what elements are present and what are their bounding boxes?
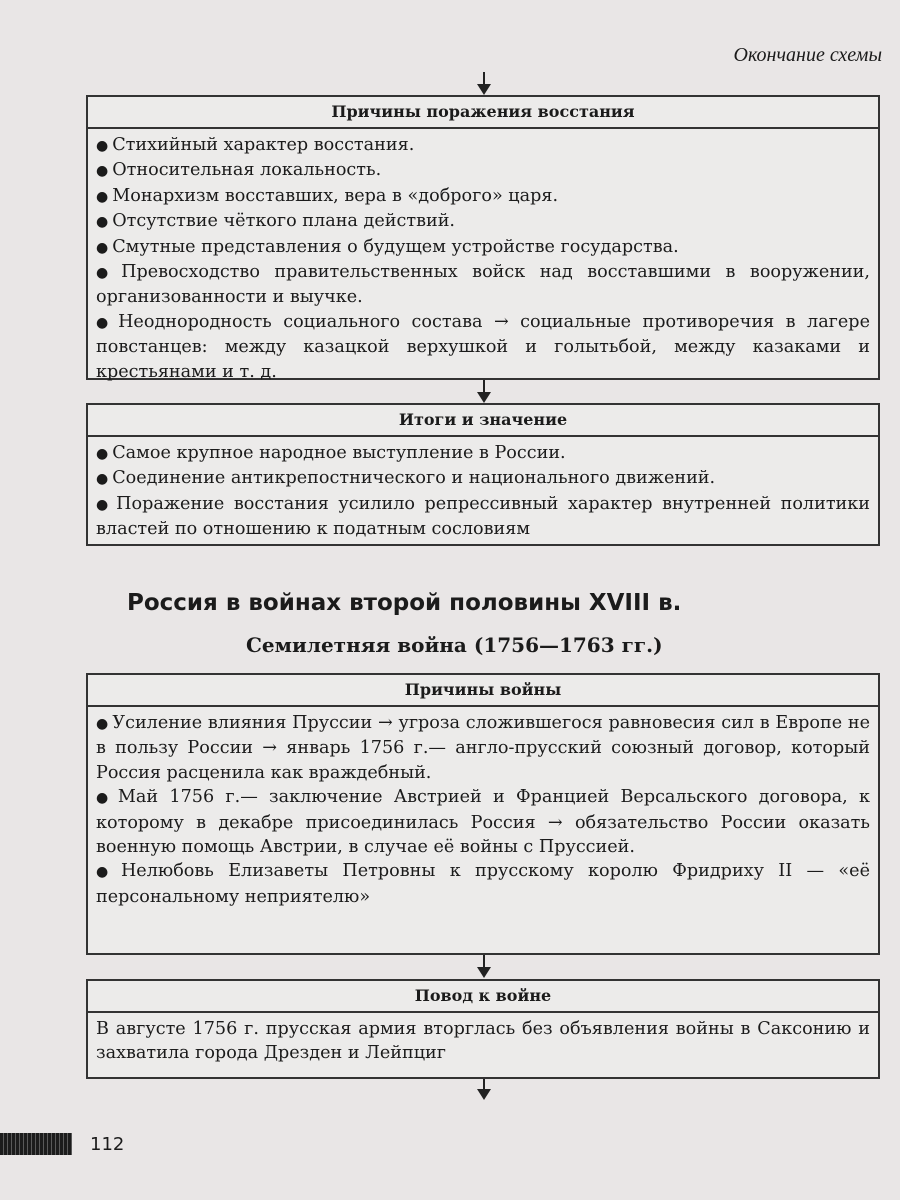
results-box: [86, 403, 880, 546]
list-item: ● Отсутствие чёткого плана действий.: [96, 211, 456, 232]
pretext-title: Повод к войне: [88, 981, 878, 1013]
pretext-paragraph: В августе 1756 г. прусская армия вторглась без объявления войны в Саксонию и захватила города Дрезден и Лейпциг: [96, 1019, 870, 1064]
war-causes-list: [88, 707, 878, 915]
list-item: ● Превосходство правительственных войск над восставшими в вооружении, организованности и выучке.: [96, 262, 870, 308]
section-title: Россия в войнах второй половины XVIII в.: [127, 590, 682, 616]
section-subtitle: Семилетняя война (1756—1763 гг.): [246, 633, 663, 657]
war-causes-box: [86, 673, 880, 955]
defeat-causes-list: [88, 129, 878, 390]
list-item: ● Смутные представления о будущем устройстве государства.: [96, 236, 679, 257]
list-item: ● Самое крупное народное выступление в России.: [96, 443, 566, 463]
defeat-causes-title: Причины поражения восстания: [88, 97, 878, 129]
list-item: ● Май 1756 г.— заключение Австрией и Францией Версальского договора, к которому в декабре присоединилась Россия → обязательство России оказать военную помощь Австрии, в случае её войны с Пруссией.: [96, 787, 871, 858]
pretext-text: [88, 1013, 878, 1072]
scheme-ending-label: Окончание схемы: [733, 44, 882, 66]
arrow-to-defeat: [483, 72, 485, 86]
list-item: ● Усиление влияния Пруссии → угроза сложившегося равновесия сил в Европе не в пользу России → январь 1756 г.— англо-прусский союзный договор, который Россия расценила как враждебный.: [96, 713, 871, 783]
list-item: ● Соединение антикрепостнического и национального движений.: [96, 468, 716, 489]
list-item: ● Относительная локальность.: [96, 160, 382, 181]
war-causes-title: Причины войны: [88, 675, 878, 707]
list-item: ● Неоднородность социального состава → социальные противоречия в лагере повстанцев: между казацкой верхушкой и голытьбой, между казаками и крестьянами и т. д.: [96, 311, 870, 382]
arrow-to-pretext: [483, 955, 485, 969]
list-item: ● Стихийный характер восстания.: [96, 135, 415, 155]
page-edge-marker: [0, 1133, 72, 1155]
defeat-causes-box: [86, 95, 880, 380]
results-title: Итоги и значение: [88, 405, 878, 437]
list-item: ● Монархизм восставших, вера в «доброго» царя.: [96, 185, 559, 206]
list-item: ● Поражение восстания усилило репрессивный характер внутренней политики властей по отношению к податным сословиям: [96, 493, 870, 540]
list-item: ● Нелюбовь Елизаветы Петровны к прусскому королю Фридриху II — «её персональному неприятелю»: [96, 861, 870, 907]
pretext-box: [86, 979, 880, 1079]
page-number: 112: [90, 1134, 125, 1155]
arrow-continue: [483, 1079, 485, 1091]
results-list: [88, 437, 878, 548]
